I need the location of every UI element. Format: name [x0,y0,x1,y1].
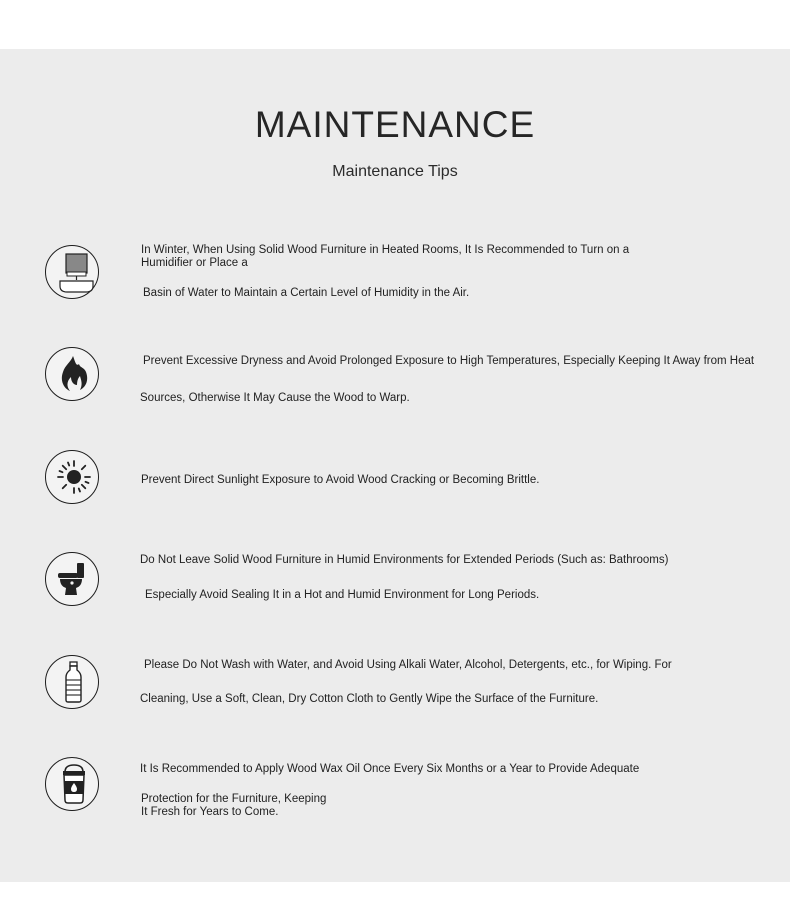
tip-1-line-3: Basin of Water to Maintain a Certain Level of Humidity in the Air. [143,287,470,299]
tip-1-line-2: Humidifier or Place a [141,257,248,269]
page-subtitle: Maintenance Tips [332,163,458,180]
tip-6-line-3: It Fresh for Years to Come. [141,806,279,818]
tip-2-line-1: Prevent Excessive Dryness and Avoid Prolonged Exposure to High Temperatures, Especially Keeping It Away from Heat [143,355,755,367]
flame-icon [45,347,99,401]
tip-1-line-1: In Winter, When Using Solid Wood Furniture in Heated Rooms, It Is Recommended to Turn on a [141,244,630,256]
oil-bucket-icon [45,757,99,811]
tip-4-line-2: Especially Avoid Sealing It in a Hot and Humid Environment for Long Periods. [145,589,540,601]
maintenance-panel [0,49,790,882]
tip-6-line-2: Protection for the Furniture, Keeping [141,793,327,805]
sun-icon [45,450,99,504]
toilet-icon [45,552,99,606]
tip-3-line-1: Prevent Direct Sunlight Exposure to Avoid Wood Cracking or Becoming Brittle. [141,474,540,486]
tip-6-line-1: It Is Recommended to Apply Wood Wax Oil Once Every Six Months or a Year to Provide Adequate [140,763,640,775]
tip-2-line-2: Sources, Otherwise It May Cause the Wood to Warp. [140,392,410,404]
page-title: MAINTENANCE [254,104,536,145]
bottle-icon [45,655,99,709]
tip-4-line-1: Do Not Leave Solid Wood Furniture in Humid Environments for Extended Periods (Such as: Bathrooms) [140,554,669,566]
tip-5-line-2: Cleaning, Use a Soft, Clean, Dry Cotton Cloth to Gently Wipe the Surface of the Furniture. [140,693,599,705]
tip-5-line-1: Please Do Not Wash with Water, and Avoid Using Alkali Water, Alcohol, Detergents, etc., for Wiping. For [144,659,672,671]
humidifier-icon [45,245,99,299]
